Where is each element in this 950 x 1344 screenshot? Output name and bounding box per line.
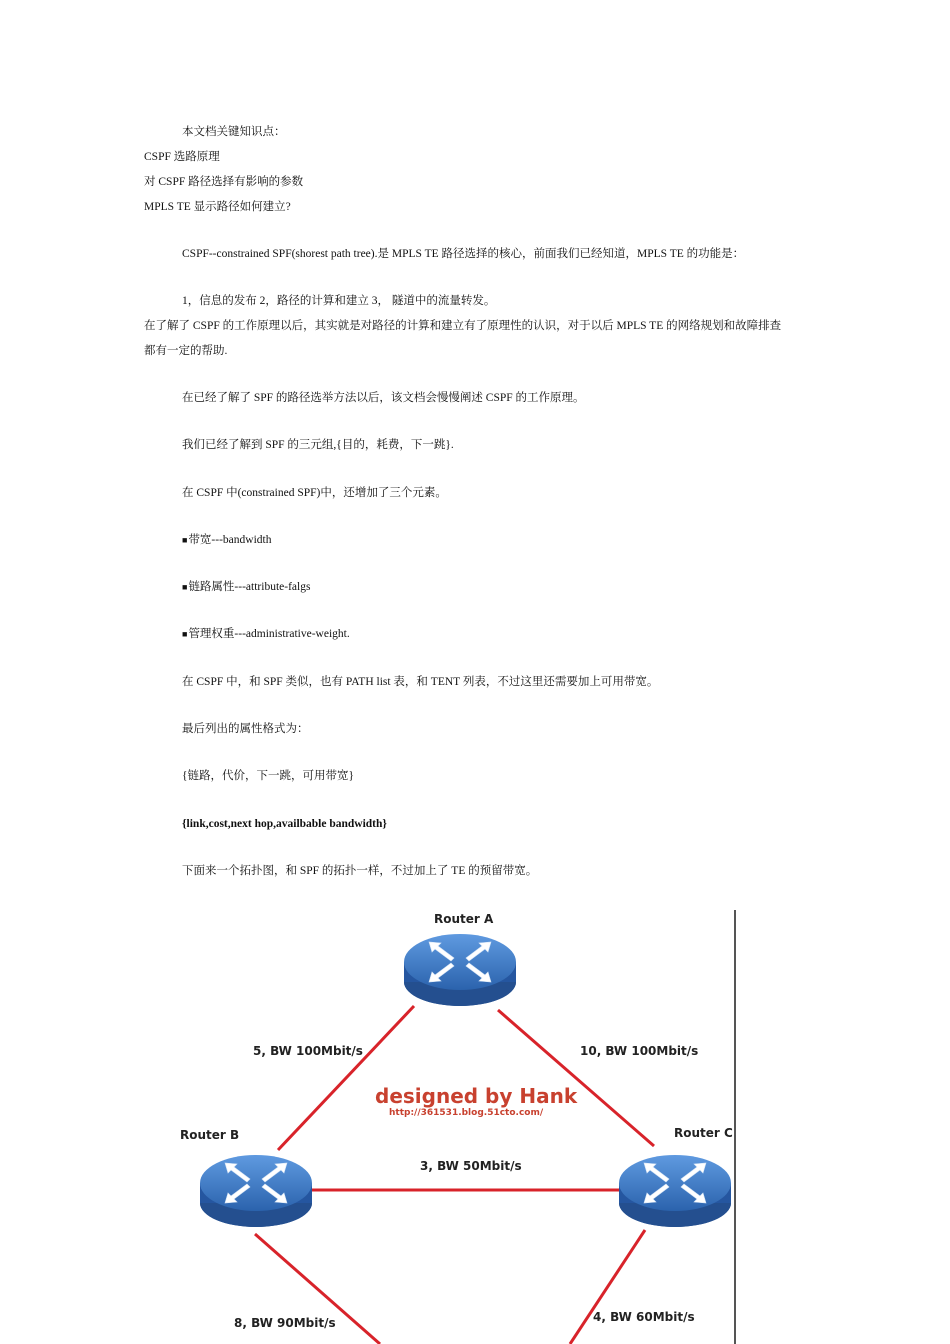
router-c-icon (619, 1155, 731, 1227)
bullet-item (182, 626, 350, 642)
router-a-label: Router A (434, 912, 494, 926)
key-point-3: MPLS TE 显示路径如何建立? (144, 201, 291, 213)
link-b-down-label: 8, BW 90Mbit/s (234, 1316, 336, 1330)
watermark-text: designed by Hank (375, 1084, 578, 1108)
bullet-text: 链路属性---attribute-falgs (188, 581, 311, 593)
bullet-square-icon: ■ (182, 582, 188, 592)
bullet-text: 带宽---bandwidth (188, 534, 272, 546)
topology-svg (160, 900, 750, 1344)
topology-diagram (160, 900, 750, 1344)
link-a-c (498, 1010, 654, 1146)
functions-line: 1，信息的发布 2，路径的计算和建立 3， 隧道中的流量转发。 (182, 295, 496, 307)
bullet-item (182, 579, 310, 595)
bullet-square-icon: ■ (182, 629, 188, 639)
para-topology: 下面来一个拓扑图，和 SPF 的拓扑一样，不过加上了 TE 的预留带宽。 (182, 865, 538, 877)
bullet-text: 管理权重---administrative-weight. (188, 628, 350, 640)
para-triple: 我们已经了解到 SPF 的三元组,{目的，耗费，下一跳}. (182, 439, 454, 451)
bullet-item (182, 532, 271, 548)
para-intro: CSPF--constrained SPF(shorest path tree).是 MPLS TE 路径选择的核心，前面我们已经知道，MPLS TE 的功能是： (182, 248, 745, 260)
key-point-2: 对 CSPF 路径选择有影响的参数 (144, 176, 304, 188)
bullet-square-icon: ■ (182, 535, 188, 545)
para-added: 在 CSPF 中(constrained SPF)中，还增加了三个元素。 (182, 487, 447, 499)
key-point-1: CSPF 选路原理 (144, 151, 220, 163)
key-points-heading: 本文档关键知识点： (182, 126, 286, 138)
link-c-down (570, 1230, 645, 1344)
watermark-url: http://361531.blog.51cto.com/ (389, 1108, 544, 1118)
link-a-b (278, 1006, 414, 1150)
link-a-c-label: 10, BW 100Mbit/s (580, 1044, 699, 1058)
router-c-label: Router C (674, 1126, 733, 1140)
para-lists: 在 CSPF 中，和 SPF 类似，也有 PATH list 表，和 TENT 列表，不过这里还需要加上可用带宽。 (182, 676, 659, 688)
para-understand-1: 在了解了 CSPF 的工作原理以后，其实就是对路径的计算和建立有了原理性的认识，对于以后 MPLS TE 的网络规划和故障排查 (144, 320, 782, 332)
format-cn: {链路，代价，下一跳，可用带宽} (182, 770, 355, 782)
router-b-icon (200, 1155, 312, 1227)
para-understand-2: 都有一定的帮助. (144, 345, 228, 357)
para-format: 最后列出的属性格式为： (182, 723, 309, 735)
router-a-icon (404, 934, 516, 1006)
link-a-b-label: 5, BW 100Mbit/s (253, 1044, 363, 1058)
router-b-label: Router B (180, 1128, 240, 1142)
link-c-down-label: 4, BW 60Mbit/s (593, 1310, 695, 1324)
format-en: {link,cost,next hop,availbable bandwidth} (182, 818, 387, 830)
para-explain: 在已经了解了 SPF 的路径选举方法以后，该文档会慢慢阐述 CSPF 的工作原理。 (182, 392, 585, 404)
link-b-c-label: 3, BW 50Mbit/s (420, 1159, 522, 1173)
